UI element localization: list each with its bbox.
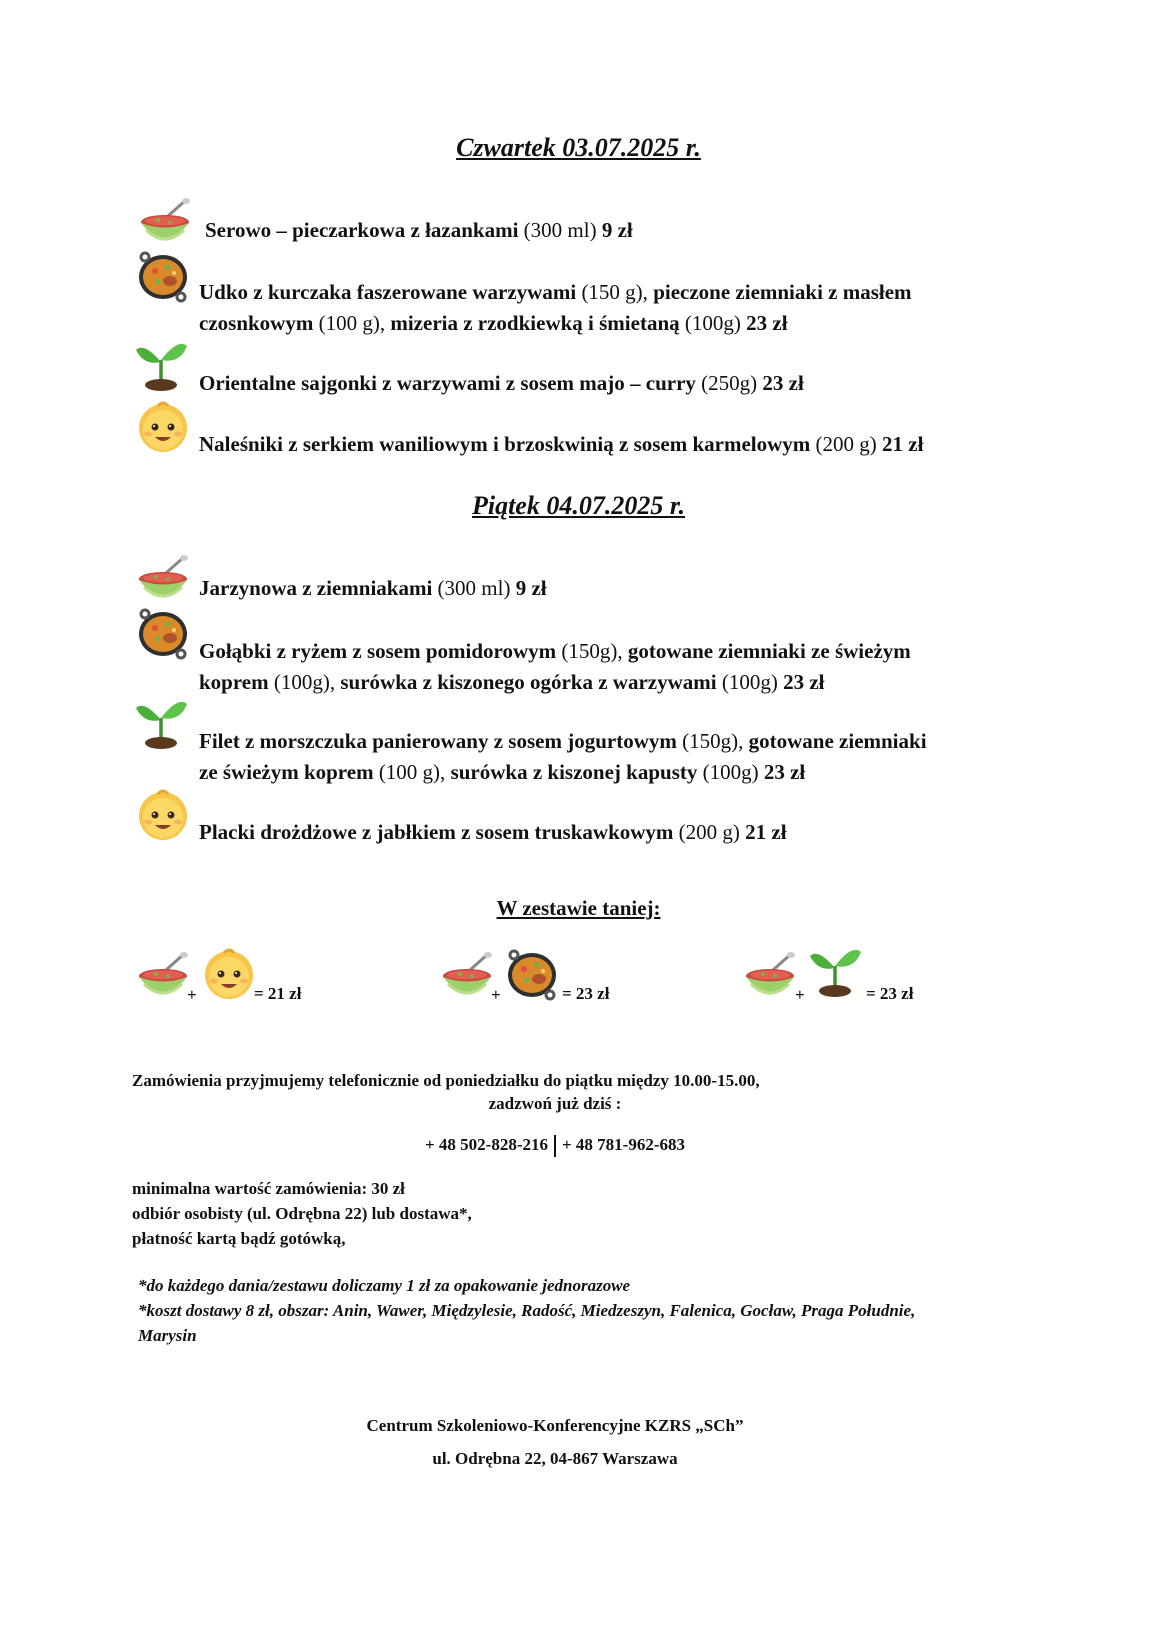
phone-numbers bbox=[0, 1132, 1110, 1157]
term-pickup: odbiór osobisty (ul. Odrębna 22) lub dostawa*, bbox=[132, 1204, 472, 1223]
seedling-icon bbox=[808, 944, 862, 998]
dish-thu-kids: Naleśniki z serkiem waniliowym i brzoskwinią z sosem karmelowym (200 g) 21 zł bbox=[199, 432, 924, 456]
combo-plus: + bbox=[491, 985, 501, 1004]
dish-fri-fish: Filet z morszczuka panierowany z sosem jogurtowym (150g), gotowane ziemniaki ze świeżym koprem (100 g), surówka z kiszonej kapusty (100g) 23 zł bbox=[199, 729, 927, 784]
soup-bowl-icon bbox=[743, 950, 797, 1004]
soup-bowl-icon bbox=[136, 950, 190, 1004]
terms bbox=[132, 1176, 472, 1251]
paella-pan-icon bbox=[136, 606, 190, 660]
baby-face-icon bbox=[136, 400, 190, 454]
combo-plus: + bbox=[795, 985, 805, 1004]
combo-title: W zestawie taniej: bbox=[496, 896, 661, 920]
soup-bowl-icon bbox=[136, 553, 190, 607]
day-title-thursday: Czwartek 03.07.2025 r. bbox=[456, 133, 701, 162]
note-packaging: *do każdego dania/zestawu doliczamy 1 zł za opakowanie jednorazowe bbox=[138, 1276, 631, 1295]
dish-thu-main: Udko z kurczaka faszerowane warzywami (150 g), pieczone ziemniaki z masłem czosnkowym (100 g), mizeria z rzodkiewką i śmietaną (100g) 23 zł bbox=[199, 280, 912, 335]
phone-2[interactable]: + 48 781-962-683 bbox=[562, 1135, 686, 1154]
dish-thu-soup: Serowo – pieczarkowa z łazankami (300 ml) 9 zł bbox=[205, 218, 633, 242]
phone-separator bbox=[554, 1135, 556, 1157]
contact-line-2: zadzwoń już dziś : bbox=[488, 1094, 622, 1113]
footer-address: ul. Odrębna 22, 04-867 Warszawa bbox=[432, 1449, 678, 1468]
paella-pan-icon bbox=[505, 947, 559, 1001]
dish-fri-soup: Jarzynowa z ziemniakami (300 ml) 9 zł bbox=[199, 576, 547, 600]
combo-plus: + bbox=[187, 985, 197, 1004]
baby-face-icon bbox=[136, 788, 190, 842]
dish-thu-vege: Orientalne sajgonki z warzywami z sosem majo – curry (250g) 23 zł bbox=[199, 371, 804, 395]
footer-name: Centrum Szkoleniowo-Konferencyjne KZRS „SCh” bbox=[366, 1416, 744, 1435]
phone-1[interactable]: + 48 502-828-216 bbox=[424, 1135, 548, 1154]
soup-bowl-icon bbox=[440, 950, 494, 1004]
contact-line-1: Zamówienia przyjmujemy telefonicznie od poniedziałku do piątku między 10.00-15.00, bbox=[132, 1071, 760, 1090]
term-payment: płatność kartą bądź gotówką, bbox=[132, 1229, 346, 1248]
day-title-friday: Piątek 04.07.2025 r. bbox=[471, 491, 686, 520]
baby-face-icon bbox=[202, 947, 256, 1001]
note-delivery: *koszt dostawy 8 zł, obszar: Anin, Wawer, Międzylesie, Radość, Miedzeszyn, Falenica, Gocław, Praga Południe, Marysin bbox=[138, 1301, 916, 1345]
combo-price: = 23 zł bbox=[866, 984, 914, 1003]
paella-pan-icon bbox=[136, 249, 190, 303]
dish-fri-kids: Placki drożdżowe z jabłkiem z sosem truskawkowym (200 g) 21 zł bbox=[199, 820, 787, 844]
seedling-icon bbox=[134, 696, 188, 750]
dish-fri-main: Gołąbki z ryżem z sosem pomidorowym (150g), gotowane ziemniaki ze świeżym koprem (100g), surówka z kiszonego ogórka z warzywami (100g) 23 zł bbox=[199, 639, 911, 694]
combo-price: = 23 zł bbox=[562, 984, 610, 1003]
term-min-order: minimalna wartość zamówienia: 30 zł bbox=[132, 1179, 405, 1198]
soup-bowl-icon bbox=[138, 196, 192, 250]
combo-price: = 21 zł bbox=[254, 984, 302, 1003]
seedling-icon bbox=[134, 338, 188, 392]
